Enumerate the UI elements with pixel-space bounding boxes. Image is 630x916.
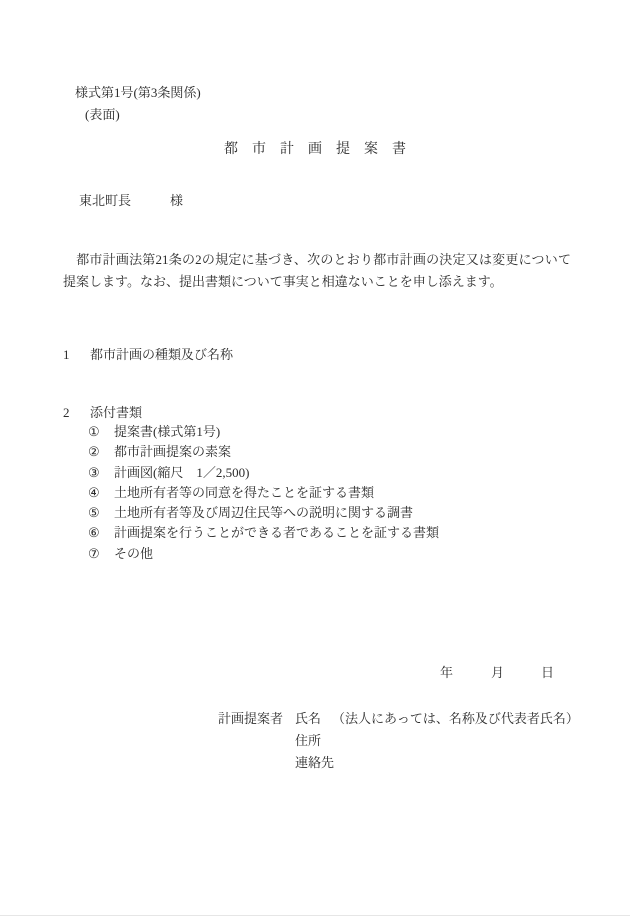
side-label: (表面): [85, 107, 120, 122]
list-item: [88, 503, 439, 523]
form-id-label: 様式第1号(第3条関係): [75, 85, 201, 100]
proposer-contact-row: [295, 752, 579, 774]
list-item: [88, 422, 439, 442]
item-text: 土地所有者等の同意を得たことを証する書類: [114, 484, 375, 500]
month-label: 月: [491, 665, 505, 680]
proposer-address-row: [295, 730, 579, 752]
attachment-list: [88, 422, 439, 564]
item-text: 提案書(様式第1号): [114, 424, 221, 439]
item-marker: ③: [88, 464, 100, 480]
list-item: [88, 523, 439, 543]
section-2-heading: 添付書類: [90, 405, 143, 420]
item-text: 計画提案を行うことができる者であることを証する書類: [114, 525, 440, 541]
proposer-block: [218, 708, 579, 774]
section-1-heading: 都市計画の種類及び名称: [90, 347, 234, 362]
item-marker: ①: [88, 424, 100, 439]
addressee-line: [79, 192, 183, 211]
item-marker: ②: [88, 444, 100, 460]
proposer-role-label: 計画提案者: [218, 711, 284, 726]
proposer-fields: [295, 708, 579, 774]
proposer-name-row: [295, 708, 579, 730]
item-text: 都市計画提案の素案: [114, 444, 232, 460]
item-text: 計画図(縮尺 1／2,500): [114, 464, 250, 480]
date-line: [440, 664, 554, 683]
year-label: 年: [440, 665, 454, 680]
list-item: [88, 442, 439, 462]
name-field-label: 氏名: [295, 711, 322, 726]
body-paragraph: 都市計画法第21条の2の規定に基づき、次のとおり都市計画の決定又は変更について提案します。なお、提出書類について事実と相違ないことを申し添えます。: [63, 252, 571, 289]
item-marker: ⑦: [88, 545, 100, 561]
section-2-number: 2: [63, 405, 70, 420]
name-field-note: （法人にあっては、名称及び代表者氏名）: [332, 711, 579, 726]
addressee-honorific: 様: [170, 193, 184, 208]
document-title: 都 市 計 画 提 案 書: [224, 142, 406, 157]
section-plan-type: [63, 346, 233, 365]
section-1-number: 1: [63, 347, 70, 362]
list-item: [88, 483, 439, 503]
list-item: [88, 463, 439, 483]
list-item: [88, 544, 439, 564]
section-attachments: [63, 404, 142, 423]
item-text: その他: [114, 545, 154, 561]
day-label: 日: [541, 665, 555, 680]
item-marker: ⑤: [88, 505, 100, 521]
contact-field-label: 連絡先: [295, 755, 335, 770]
addressee-name: 東北町長: [79, 193, 132, 208]
item-marker: ⑥: [88, 525, 100, 541]
address-field-label: 住所: [295, 733, 322, 748]
item-marker: ④: [88, 484, 100, 500]
item-text: 土地所有者等及び周辺住民等への説明に関する調書: [114, 505, 414, 521]
